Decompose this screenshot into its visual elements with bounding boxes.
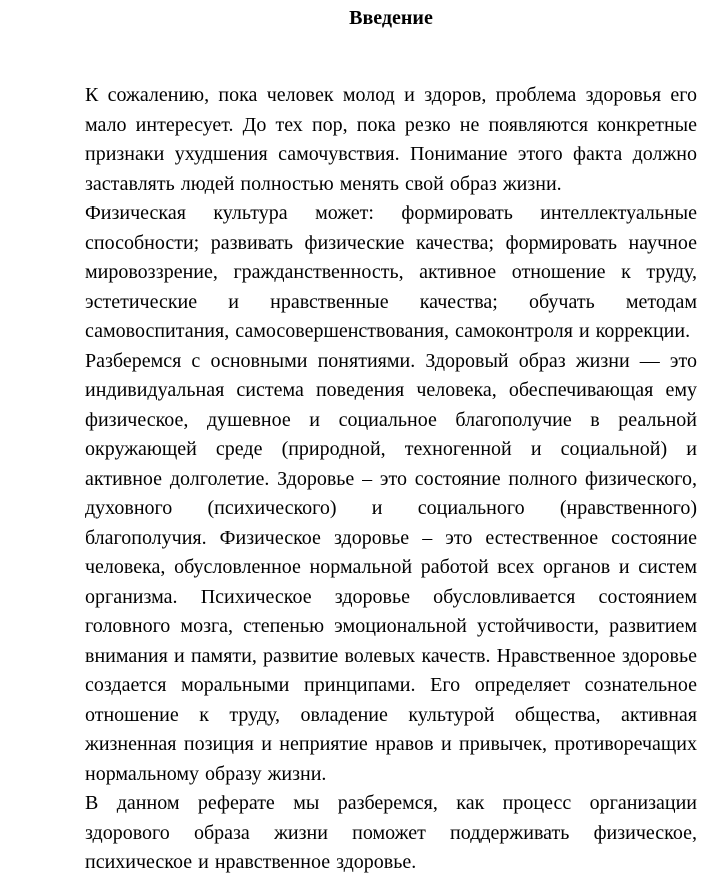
paragraph-main-concepts-definitions: Разберемся с основными понятиями. Здоровый образ жизни — это индивидуальная система поведения человека, обеспечивающая ему физическое, душевное и социальное благополучие в реальной окружающей среде (природной, техногенной и социальной) и активное долголетие. Здоровье – это состояние полного физического, духовного (психического) и социального (нравственного) благополучия. Физическое здоровье – это естественное состояние человека, обусловленное нормальной работой всех органов и систем организма. Психическое здоровье обусловливается состоянием головного мозга, степенью эмоциональной устойчивости, развитием внимания и памяти, развитие волевых качеств. Нравственное здоровье создается моральными принципами. Его определяет сознательное отношение к труду, овладение культурой общества, активная жизненная позиция и неприятие нравов и привычек, противоречащих нормальному образу жизни. bbox=[85, 349, 697, 785]
paragraph-intro-health-problem: К сожалению, пока человек молод и здоров, проблема здоровья его мало интересует. До тех пор, пока резко не появляются конкретные признаки ухудшения самочувствия. Понимание этого факта должно заставлять людей полностью менять свой образ жизни. bbox=[85, 84, 697, 195]
paragraph-physical-culture-abilities: Физическая культура может: формировать интеллектуальные способности; развивать физические качества; формировать научное мировоззрение, гражданственность, активное отношение к труду, эстетические и нравственные качества; обучать методам самовоспитания, самосовершенствования, самоконтроля и коррекции. bbox=[85, 202, 697, 342]
paragraph-referat-goal: В данном реферате мы разберемся, как процесс организации здорового образа жизни поможет поддерживать физическое, психическое и нравственное здоровье. bbox=[85, 792, 697, 873]
document-body bbox=[85, 81, 697, 878]
document-title: Введение bbox=[349, 7, 433, 29]
